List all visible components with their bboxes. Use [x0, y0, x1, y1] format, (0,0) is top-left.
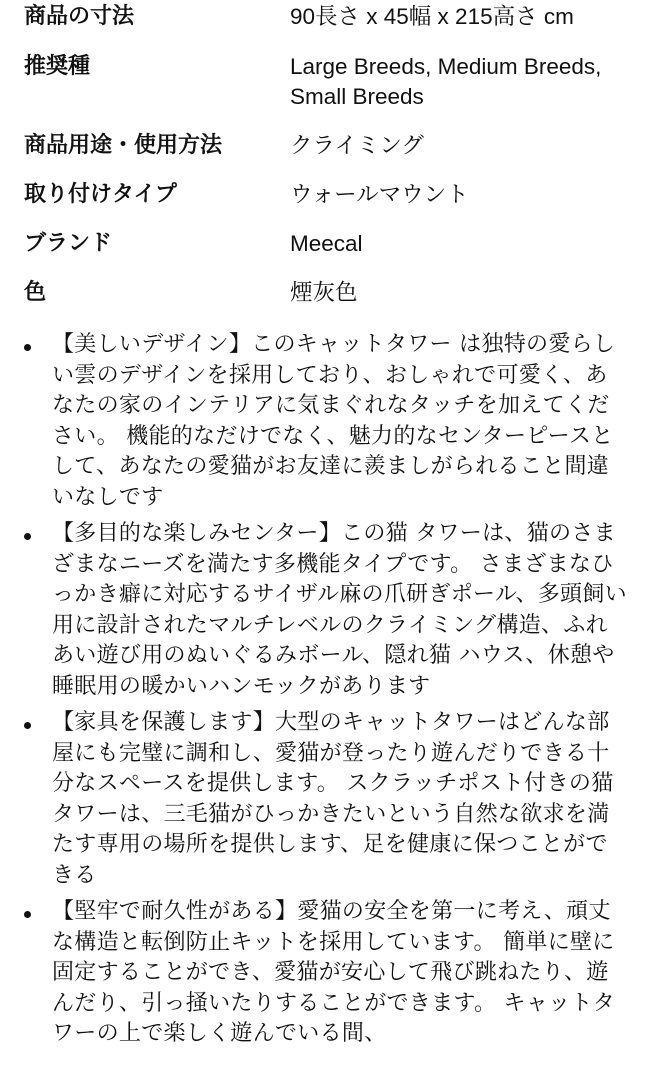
list-item — [0, 519, 655, 702]
list-item — [0, 708, 655, 891]
bullet-icon — [24, 533, 31, 540]
bullet-icon — [24, 911, 31, 918]
spec-key: 商品用途・使用方法 — [24, 133, 223, 158]
feature-bullet-list — [0, 330, 655, 1056]
bullet-icon — [24, 344, 31, 351]
bullet-icon — [24, 722, 31, 729]
spec-key: ブランド — [24, 231, 113, 256]
spec-value: 煙灰色 — [290, 280, 358, 305]
list-item — [0, 897, 655, 1050]
spec-key: 商品の寸法 — [24, 4, 135, 29]
spec-value: ウォールマウント — [290, 182, 469, 207]
bullet-text: 【美しいデザイン】このキャットタワー は独特の愛らしい雲のデザインを採用しており、おしゃれで可愛く、あなたの家のインテリアに気まぐれなタッチを加えてください。 機能的なだけでなく、魅力的なセンターピースとして、あなたの愛猫がお友達に羨ましがられること間違いなしです — [52, 332, 616, 510]
spec-key: 色 — [24, 280, 47, 305]
list-item — [0, 330, 655, 513]
spec-value: クライミング — [290, 133, 424, 158]
spec-value: Large Breeds, Medium Breeds, Small Breeds — [290, 54, 602, 109]
bullet-text: 【家具を保護します】大型のキャットタワーはどんな部屋にも完璧に調和し、愛猫が登ったり遊んだりできる十分なスペースを提供します。 スクラッチポスト付きの猫タワーは、三毛猫がひっかきたいという自然な欲求を満たす専用の場所を提供します、足を健康に保つことができる — [52, 710, 614, 888]
bullet-text: 【堅牢で耐久性がある】愛猫の安全を第一に考え、頑丈な構造と転倒防止キットを採用しています。 簡単に壁に固定することができ、愛猫が安心して飛び跳ねたり、遊んだり、引っ掻いたりすることができます。 キャットタワーの上で楽しく遊んでいる間、 — [52, 899, 616, 1046]
spec-key: 取り付けタイプ — [24, 182, 177, 207]
spec-key: 推奨種 — [24, 54, 91, 79]
bullet-text: 【多目的な楽しみセンター】この猫 タワーは、猫のさまざまなニーズを満たす多機能タイプです。 さまざまなひっかき癖に対応するサイザル麻の爪研ぎポール、多頭飼い用に設計されたマルチレベルのクライミング構造、ふれあい遊び用のぬいぐるみボール、隠れ猫 ハウス、休憩や睡眠用の暖かいハンモックがあります — [52, 521, 627, 699]
spec-value: Meecal — [290, 231, 363, 256]
spec-value: 90長さ x 45幅 x 215高さ cm — [290, 4, 574, 29]
